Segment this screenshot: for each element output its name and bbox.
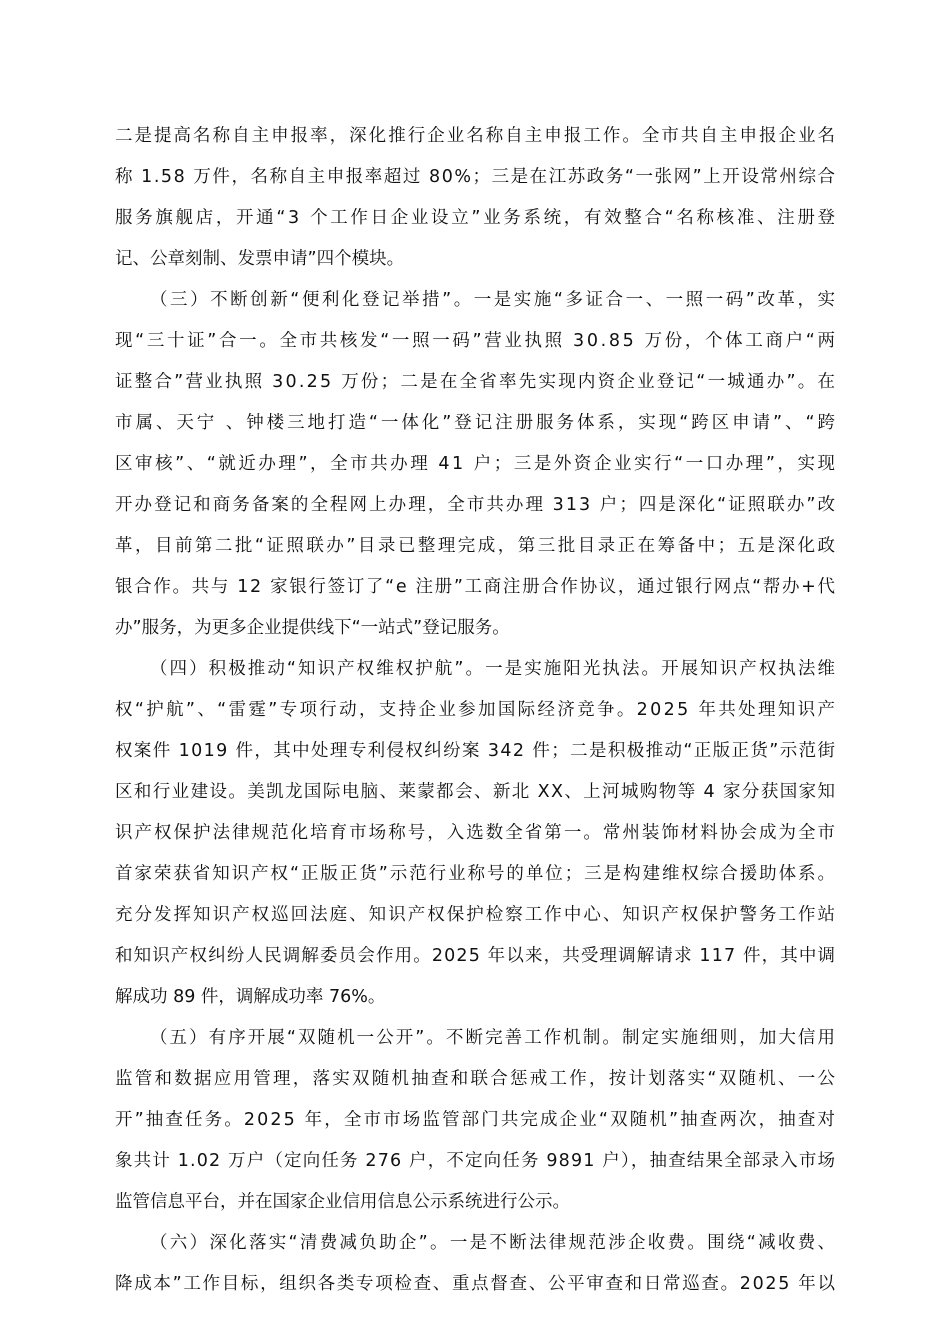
document-body	[115, 116, 838, 1305]
text-line	[115, 567, 835, 608]
text-line	[115, 116, 838, 157]
text-line-content: 监管信息平台，并在国家企业信用信息公示系统进行公示。	[115, 1192, 570, 1212]
text-line	[115, 813, 838, 854]
text-line	[115, 526, 838, 567]
text-line-content: 区审核”、“就近办理”，全市共办理 41 户；三是外资企业实行“一口办理”，实现	[115, 454, 838, 474]
text-line	[115, 1059, 838, 1100]
text-line-content: 称 1.58 万件，名称自主申报率超过 80%；三是在江苏政务“一张网”上开设常州综合	[115, 167, 837, 187]
text-line-content: 区和行业建设。美凯龙国际电脑、莱蒙都会、新北 XX、上河城购物等 4 家分获国家知	[115, 782, 837, 802]
text-line-content: 现“三十证”合一。全市共核发“一照一码”营业执照 30.85 万份，个体工商户“两	[115, 331, 838, 351]
text-line	[115, 280, 838, 321]
text-line	[115, 649, 838, 690]
text-line-content: 证整合”营业执照 30.25 万份；二是在全省率先实现内资企业登记“一城通办”。在	[115, 372, 838, 392]
text-line	[115, 1182, 835, 1223]
text-line	[115, 608, 835, 649]
text-line-content: 充分发挥知识产权巡回法庭、知识产权保护检察工作中心、知识产权保护警务工作站	[115, 905, 838, 925]
text-line-content: 降成本”工作目标，组织各类专项检查、重点督查、公平审查和日常巡查。2025 年以	[115, 1274, 837, 1294]
text-line-content: 银合作。共与 12 家银行签订了“e 注册”工商注册合作协议，通过银行网点“帮办+代	[115, 577, 837, 597]
text-line	[115, 1141, 835, 1182]
text-line-content: 服务旗舰店，开通“3 个工作日企业设立”业务系统，有效整合“名称核准、注册登	[115, 208, 838, 228]
text-line	[115, 403, 838, 444]
text-line	[115, 854, 835, 895]
text-line-content: 监管和数据应用管理，落实双随机抽查和联合惩戒工作，按计划落实“双随机、一公	[115, 1069, 838, 1089]
text-line-content: 识产权保护法律规范化培育市场称号，入选数全省第一。常州装饰材料协会成为全市	[115, 823, 838, 843]
text-line	[115, 1018, 838, 1059]
text-line	[115, 895, 838, 936]
text-line-content: 首家荣获省知识产权“正版正货”示范行业称号的单位；三是构建维权综合援助体系。	[115, 864, 837, 884]
text-line-content: 开办登记和商务备案的全程网上办理，全市共办理 313 户；四是深化“证照联办”改	[115, 495, 838, 515]
text-line	[115, 485, 838, 526]
text-line	[115, 198, 838, 239]
text-line	[115, 1223, 838, 1264]
text-line	[115, 362, 838, 403]
text-line	[115, 157, 835, 198]
text-line-content: 解成功 89 件，调解成功率 76%。	[115, 987, 386, 1007]
text-line	[115, 321, 838, 362]
text-line-content: 开”抽查任务。2025 年，全市市场监管部门共完成企业“双随机”抽查两次，抽查对	[115, 1110, 838, 1130]
text-line-content: 权“护航”、“雷霆”专项行动，支持企业参加国际经济竞争。2025 年共处理知识产	[115, 700, 838, 720]
text-line	[115, 444, 838, 485]
text-line	[115, 1264, 835, 1305]
text-line	[115, 1100, 838, 1141]
text-line	[115, 772, 835, 813]
text-line-content: 和知识产权纠纷人民调解委员会作用。2025 年以来，共受理调解请求 117 件，其中调	[115, 946, 837, 966]
text-line-content: 办”服务，为更多企业提供线下“一站式”登记服务。	[115, 618, 510, 638]
text-line-content: （四）积极推动“知识产权维权护航”。一是实施阳光执法。开展知识产权执法维	[150, 659, 838, 679]
text-line-content: （六）深化落实“清费减负助企”。一是不断法律规范涉企收费。围绕“减收费、	[150, 1233, 838, 1253]
text-line-content: 权案件 1019 件，其中处理专利侵权纠纷案 342 件；二是积极推动“正版正货”示范街	[115, 741, 837, 761]
text-line-content: 记、公章刻制、发票申请”四个模块。	[115, 249, 405, 269]
text-line	[115, 936, 835, 977]
text-line-content: 市属、天宁 、钟楼三地打造“一体化”登记注册服务体系，实现“跨区申请”、“跨	[115, 413, 838, 433]
text-line	[115, 239, 835, 280]
text-line-content: （五）有序开展“双随机一公开”。不断完善工作机制。制定实施细则，加大信用	[150, 1028, 838, 1048]
text-line-content: 二是提高名称自主申报率，深化推行企业名称自主申报工作。全市共自主申报企业名	[115, 126, 838, 146]
text-line	[115, 690, 838, 731]
text-line	[115, 977, 835, 1018]
text-line-content: （三）不断创新“便利化登记举措”。一是实施“多证合一、一照一码”改革，实	[150, 290, 838, 310]
text-line-content: 象共计 1.02 万户（定向任务 276 户，不定向任务 9891 户），抽查结果全部录入市场	[115, 1151, 837, 1171]
text-line	[115, 731, 835, 772]
text-line-content: 革，目前第二批“证照联办”目录已整理完成，第三批目录正在筹备中；五是深化政	[115, 536, 838, 556]
